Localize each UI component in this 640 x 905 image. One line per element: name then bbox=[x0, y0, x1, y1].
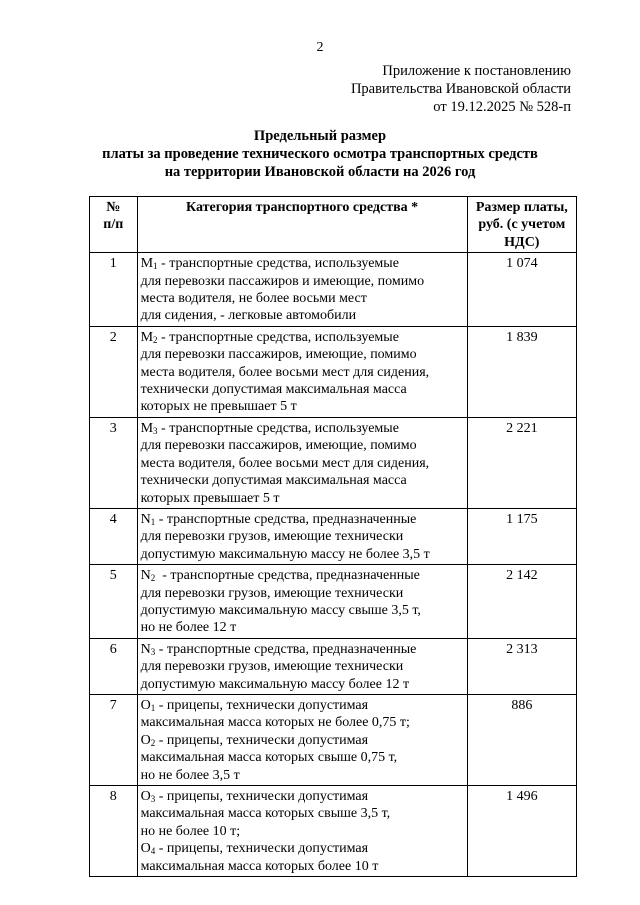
row-category bbox=[137, 638, 467, 694]
category-text: - транспортные средства, предназначенные bbox=[155, 641, 417, 657]
title-line: на территории Ивановской области на 2026 год bbox=[164, 164, 476, 180]
category-code: M bbox=[140, 420, 154, 436]
category-line bbox=[141, 732, 464, 749]
appendix-line: Приложение к постановлению bbox=[382, 63, 571, 79]
category-line bbox=[141, 420, 464, 437]
category-code-index: 2 bbox=[150, 737, 156, 748]
category-code: O bbox=[140, 697, 151, 713]
category-text: места водителя, не более восьми мест bbox=[140, 291, 367, 307]
header-fee bbox=[467, 197, 576, 253]
category-text: максимальная масса которых более 10 т bbox=[140, 858, 379, 874]
category-line bbox=[141, 490, 464, 507]
category-text: - транспортные средства, предназначенные bbox=[155, 511, 417, 527]
title-line: платы за проведение технического осмотра транспортных средств bbox=[102, 146, 538, 162]
table-row bbox=[90, 417, 577, 508]
category-text: для перевозки грузов, имеющие технически bbox=[140, 585, 404, 601]
row-category bbox=[137, 253, 467, 327]
category-code-index: 3 bbox=[153, 425, 158, 436]
category-line bbox=[141, 381, 464, 398]
category-line bbox=[141, 472, 464, 489]
row-fee: 2 221 bbox=[467, 417, 576, 508]
category-text: - транспортные средства, используемые bbox=[157, 256, 399, 272]
category-line bbox=[141, 805, 464, 822]
category-line bbox=[141, 749, 464, 766]
category-line bbox=[141, 714, 464, 731]
category-text: технически допустимая максимальная масса bbox=[140, 382, 407, 398]
row-number: 5 bbox=[90, 565, 138, 639]
row-number: 6 bbox=[90, 638, 138, 694]
table-row bbox=[90, 638, 577, 694]
fee-table-body bbox=[90, 253, 577, 877]
category-code-index: 2 bbox=[150, 573, 156, 584]
category-text: для перевозки пассажиров и имеющие, помимо bbox=[140, 273, 425, 289]
fee-table bbox=[89, 196, 577, 877]
category-line bbox=[141, 602, 464, 619]
category-text: - прицепы, технически допустимая bbox=[155, 732, 369, 748]
category-code: N bbox=[140, 511, 151, 527]
category-line bbox=[141, 658, 464, 675]
category-code-index: 4 bbox=[150, 846, 156, 857]
category-line bbox=[141, 641, 464, 658]
category-line bbox=[141, 676, 464, 693]
appendix-note bbox=[351, 62, 571, 116]
category-code-index: 1 bbox=[150, 702, 156, 713]
header-fee-line: Размер платы, bbox=[475, 200, 568, 215]
header-fee-line: руб. (с учетом bbox=[478, 217, 566, 233]
row-category bbox=[137, 417, 467, 508]
category-code: M bbox=[140, 256, 154, 272]
category-code-index: 1 bbox=[150, 516, 156, 527]
category-text: максимальная масса которых свыше 3,5 т, bbox=[140, 806, 391, 822]
category-text: но не более 3,5 т bbox=[140, 767, 240, 783]
category-text: - прицепы, технически допустимая bbox=[155, 789, 369, 804]
category-line bbox=[141, 840, 464, 857]
category-text: - транспортные средства, используемые bbox=[157, 420, 399, 436]
category-code-index: 2 bbox=[153, 334, 158, 345]
category-text: допустимую максимальную массу более 12 т bbox=[140, 676, 410, 692]
category-line bbox=[141, 619, 464, 636]
table-row bbox=[90, 326, 577, 417]
header-num bbox=[90, 197, 138, 253]
category-text: которых не превышает 5 т bbox=[140, 399, 297, 415]
category-text: для перевозки пассажиров, имеющие, помимо bbox=[140, 347, 417, 363]
category-text: места водителя, более восьми мест для сидения, bbox=[140, 455, 430, 471]
category-line bbox=[141, 455, 464, 472]
category-line bbox=[141, 437, 464, 454]
category-line bbox=[141, 364, 464, 381]
category-text: но не более 12 т bbox=[140, 620, 237, 636]
category-line bbox=[141, 346, 464, 363]
category-line bbox=[141, 546, 464, 563]
category-text: которых превышает 5 т bbox=[140, 490, 280, 506]
category-text: - транспортные средства, используемые bbox=[157, 329, 399, 345]
table-row bbox=[90, 694, 577, 785]
page-number: 2 bbox=[316, 40, 324, 55]
row-fee: 886 bbox=[467, 694, 576, 785]
category-line bbox=[141, 398, 464, 415]
table-row bbox=[90, 508, 577, 564]
table-row bbox=[90, 565, 577, 639]
row-fee: 1 175 bbox=[467, 508, 576, 564]
row-number: 2 bbox=[90, 326, 138, 417]
category-line bbox=[141, 329, 464, 346]
category-text: - транспортные средства, предназначенные bbox=[155, 568, 420, 584]
table-header-row bbox=[90, 197, 577, 253]
category-code: O bbox=[140, 789, 151, 804]
document-title bbox=[0, 127, 640, 181]
category-code: N bbox=[140, 641, 151, 657]
category-line bbox=[141, 823, 464, 840]
table-row bbox=[90, 786, 577, 877]
row-fee: 2 142 bbox=[467, 565, 576, 639]
row-category bbox=[137, 565, 467, 639]
category-code-index: 3 bbox=[150, 646, 156, 657]
row-number: 7 bbox=[90, 694, 138, 785]
category-code: M bbox=[140, 329, 154, 345]
category-text: но не более 10 т; bbox=[140, 823, 241, 839]
category-text: максимальная масса которых свыше 0,75 т, bbox=[140, 750, 398, 766]
category-text: - прицепы, технически допустимая bbox=[155, 841, 369, 857]
category-text: для сидения, - легковые автомобили bbox=[140, 308, 357, 324]
row-number: 4 bbox=[90, 508, 138, 564]
row-number: 3 bbox=[90, 417, 138, 508]
header-num-line: № bbox=[106, 200, 121, 215]
table-row bbox=[90, 253, 577, 327]
category-code: O bbox=[140, 732, 151, 748]
category-line bbox=[141, 697, 464, 714]
category-text: для перевозки пассажиров, имеющие, помимо bbox=[140, 438, 417, 454]
category-text: допустимую максимальную массу не более 3,5 т bbox=[140, 546, 430, 562]
category-text: - прицепы, технически допустимая bbox=[155, 697, 369, 713]
category-line bbox=[141, 255, 464, 272]
category-text: места водителя, более восьми мест для сидения, bbox=[140, 364, 430, 380]
header-num-line: п/п bbox=[103, 217, 124, 233]
category-code-index: 1 bbox=[153, 261, 158, 272]
row-category bbox=[137, 694, 467, 785]
category-line bbox=[141, 528, 464, 545]
header-fee-line: НДС) bbox=[504, 234, 540, 250]
appendix-line: от 19.12.2025 № 528-п bbox=[433, 99, 571, 115]
category-line bbox=[141, 273, 464, 290]
category-line bbox=[141, 290, 464, 307]
appendix-line: Правительства Ивановской области bbox=[350, 81, 571, 97]
category-code-index: 3 bbox=[150, 794, 156, 804]
row-category bbox=[137, 786, 467, 877]
row-number: 8 bbox=[90, 786, 138, 877]
category-code: O bbox=[140, 841, 151, 857]
category-text: для перевозки грузов, имеющие технически bbox=[140, 529, 404, 545]
category-line bbox=[141, 788, 464, 805]
category-line bbox=[141, 307, 464, 324]
row-fee: 1 839 bbox=[467, 326, 576, 417]
row-category bbox=[137, 508, 467, 564]
category-line bbox=[141, 767, 464, 784]
row-category bbox=[137, 326, 467, 417]
row-fee: 1 074 bbox=[467, 253, 576, 327]
category-line bbox=[141, 858, 464, 875]
category-text: максимальная масса которых не более 0,75 т; bbox=[140, 715, 410, 731]
category-text: технически допустимая максимальная масса bbox=[140, 473, 407, 489]
category-text: допустимую максимальную массу свыше 3,5 т, bbox=[140, 602, 421, 618]
title-line: Предельный размер bbox=[253, 128, 387, 144]
row-fee: 2 313 bbox=[467, 638, 576, 694]
row-number: 1 bbox=[90, 253, 138, 327]
row-fee: 1 496 bbox=[467, 786, 576, 877]
category-line bbox=[141, 511, 464, 528]
header-category: Категория транспортного средства * bbox=[137, 197, 467, 253]
category-text: для перевозки грузов, имеющие технически bbox=[140, 659, 404, 675]
category-line bbox=[141, 567, 464, 584]
category-line bbox=[141, 585, 464, 602]
category-code: N bbox=[140, 568, 151, 584]
